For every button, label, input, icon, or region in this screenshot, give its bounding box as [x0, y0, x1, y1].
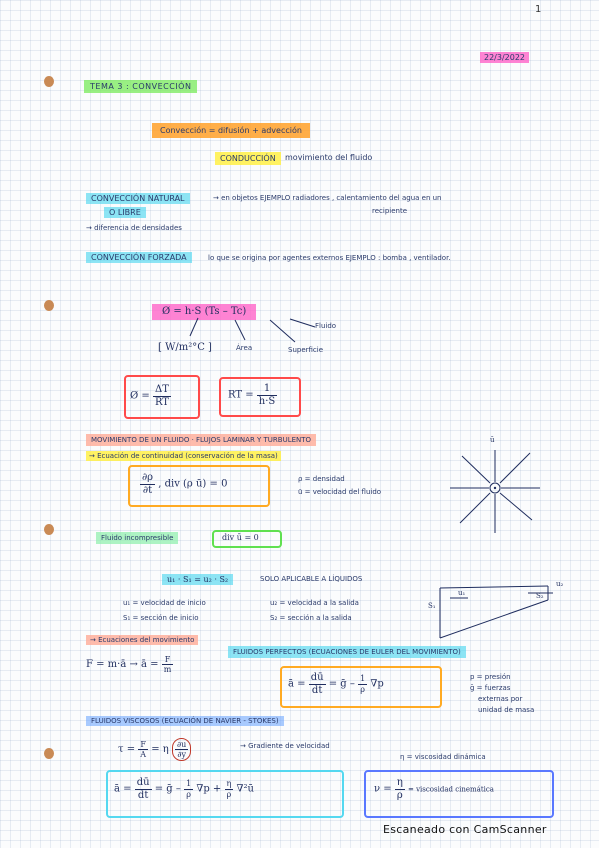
pipe-u1-label: u₁ — [458, 589, 466, 597]
navier-stokes-equation — [114, 777, 254, 801]
radial-flow-velocity-label: ū — [490, 436, 495, 444]
euler-equation — [288, 672, 384, 696]
heat-flow-equation — [130, 384, 171, 408]
continuity-equation — [140, 472, 227, 496]
s2-definition: S₂ = sección a la salida — [270, 614, 352, 622]
nu: ν = — [374, 783, 392, 795]
pipe-diagram — [428, 578, 568, 643]
shear-stress-equation — [118, 738, 191, 761]
fluid-label: Fluido — [315, 322, 337, 330]
page-number: 1 — [535, 4, 542, 15]
natural-convection-description: → en objetos EJEMPLO radiadores , calentamiento del agua en un — [213, 194, 442, 202]
euler-density-fraction — [358, 674, 367, 693]
shear-area: A — [140, 750, 147, 760]
newton-second-law — [86, 655, 173, 674]
binder-hole — [44, 748, 54, 759]
euler-dt: dt — [311, 684, 323, 696]
convection-definition: Convección = difusión + advección — [152, 123, 310, 138]
incompressible-label: Fluido incompresible — [96, 532, 178, 544]
shear-force: F — [138, 740, 148, 750]
flow-continuity-equation: u₁ · S₁ = u₂ · S₂ — [162, 574, 233, 585]
external-forces-definition: ḡ = fuerzas — [470, 684, 511, 692]
resistance-equation — [228, 383, 277, 407]
viscous-fluids-label: FLUIDOS VISCOSOS (ECUACIÓN DE NAVIER - STOKES) — [86, 716, 284, 726]
ns-laplacian: ∇²ū — [236, 783, 254, 795]
grad-du: ∂u — [177, 740, 187, 749]
euler-du: dū — [310, 672, 324, 683]
natural-convection-label: CONVECCIÓN NATURAL — [86, 193, 190, 204]
surface-label: Superficie — [288, 346, 324, 354]
resistance-denominator: h·S — [258, 395, 276, 407]
dynamic-viscosity-definition: η = viscosidad dinámica — [400, 753, 486, 761]
natural-convection-label-2: O LIBRE — [104, 207, 146, 218]
pressure-definition: p = presión — [470, 673, 511, 681]
kinematic-viscosity-label: = viscosidad cinemática — [408, 785, 494, 794]
ns-density-fraction — [184, 779, 193, 798]
force: F — [162, 655, 174, 665]
fluid-movement-label: MOVIMIENTO DE UN FLUIDO · FLUJOS LAMINAR Y TURBULENTO — [86, 434, 316, 446]
liquids-only-note: SOLO APLICABLE A LÍQUIDOS — [260, 575, 363, 583]
nu-rho: ρ — [396, 789, 403, 801]
ns-dt: dt — [137, 789, 149, 801]
newton-annotation-arrows — [160, 312, 320, 350]
euler-one: 1 — [360, 674, 366, 684]
grad-dy: ∂y — [177, 750, 186, 760]
conduction-label: CONDUCCIÓN — [215, 152, 281, 165]
binder-hole — [44, 524, 54, 535]
ns-eta: η — [226, 779, 232, 789]
ns-pressure: ∇p + — [196, 783, 222, 795]
ns-viscosity-fraction — [225, 779, 234, 798]
divergence-term: , div (ρ ū) = 0 — [158, 478, 228, 490]
s1-definition: S₁ = sección de inicio — [123, 614, 199, 622]
area-label: Área — [236, 344, 253, 352]
continuity-equation-label: → Ecuación de continuidad (conservación de la masa) — [86, 451, 281, 461]
forced-convection-description: lo que se origina por agentes externos EJEMPLO : bomba , ventilador. — [208, 254, 451, 262]
euler-pressure-gradient: ∇p — [370, 678, 384, 690]
eta: = η — [151, 744, 169, 756]
density-definition: ρ = densidad — [298, 475, 345, 483]
conduction-description: movimiento del fluido — [285, 153, 373, 162]
ns-rho: ρ — [186, 789, 191, 799]
newton-fraction — [162, 655, 174, 674]
pipe-s1-label: S₁ — [428, 602, 436, 610]
ns-derivative — [135, 777, 152, 801]
natural-convection-note: → diferencia de densidades — [86, 224, 182, 232]
u2-definition: u₂ = velocidad a la salida — [270, 599, 359, 607]
velocity-definition: ū = velocidad del fluido — [298, 488, 382, 496]
kinematic-viscosity-equation — [374, 777, 494, 801]
newton-cooling-law: Ø = h·S (Ts – Tc) — [152, 304, 256, 320]
pipe-s2-label: S₂ — [536, 592, 544, 600]
heat-flow-fraction — [153, 384, 171, 408]
ns-gravity: = ḡ – — [154, 783, 181, 795]
ns-rho-2: ρ — [226, 789, 232, 799]
perfect-fluids-label: FLUIDOS PERFECTOS (ECUACIONES DE EULER DEL MOVIMIENTO) — [228, 646, 466, 658]
resistance-fraction — [257, 383, 277, 407]
motion-equations-label: → Ecuaciones del movimiento — [86, 635, 198, 645]
h-units: [ W/m²°C ] — [158, 342, 212, 353]
newton-law-text: F = m·ā → ā = — [86, 659, 159, 671]
binder-hole — [44, 300, 54, 311]
resistance-lhs: RT = — [228, 389, 254, 401]
tau: τ = — [118, 744, 136, 756]
nu-eta: η — [396, 777, 403, 788]
ns-lhs: ā = — [114, 783, 132, 795]
velocity-gradient — [172, 738, 191, 761]
thermal-resistance: RT — [154, 396, 169, 408]
external-forces-definition-3: unidad de masa — [478, 706, 535, 714]
euler-lhs: ā = — [288, 678, 306, 690]
forced-convection-label: CONVECCIÓN FORZADA — [86, 252, 192, 263]
natural-convection-description-2: recipiente — [372, 207, 408, 215]
radial-flow-diagram — [440, 428, 550, 548]
ns-du: dū — [136, 777, 150, 788]
ns-one: 1 — [186, 779, 192, 789]
nu-fraction — [395, 777, 405, 801]
heat-flow-lhs: Ø = — [130, 390, 150, 402]
scanner-watermark: Escaneado con CamScanner — [383, 823, 547, 836]
page-title: TEMA 3 : CONVECCIÓN — [84, 80, 197, 93]
d-rho: ∂ρ — [142, 472, 154, 483]
velocity-gradient-label: → Gradiente de velocidad — [240, 742, 330, 750]
u1-definition: u₁ = velocidad de inicio — [123, 599, 206, 607]
mass: m — [163, 665, 172, 675]
euler-derivative — [309, 672, 326, 696]
external-forces-definition-2: externas por — [478, 695, 523, 703]
delta-t: ΔT — [153, 384, 171, 397]
date: 22/3/2022 — [480, 52, 529, 63]
binder-hole — [44, 76, 54, 87]
shear-fraction — [138, 740, 148, 759]
euler-rho: ρ — [360, 684, 365, 694]
d-t: ∂t — [142, 484, 153, 496]
pipe-u2-label: u₂ — [556, 580, 564, 588]
euler-gravity-term: = ḡ – — [328, 678, 355, 690]
density-rate — [140, 472, 155, 496]
resistance-numerator: 1 — [257, 383, 277, 396]
incompressible-equation: div ū = 0 — [222, 533, 259, 542]
